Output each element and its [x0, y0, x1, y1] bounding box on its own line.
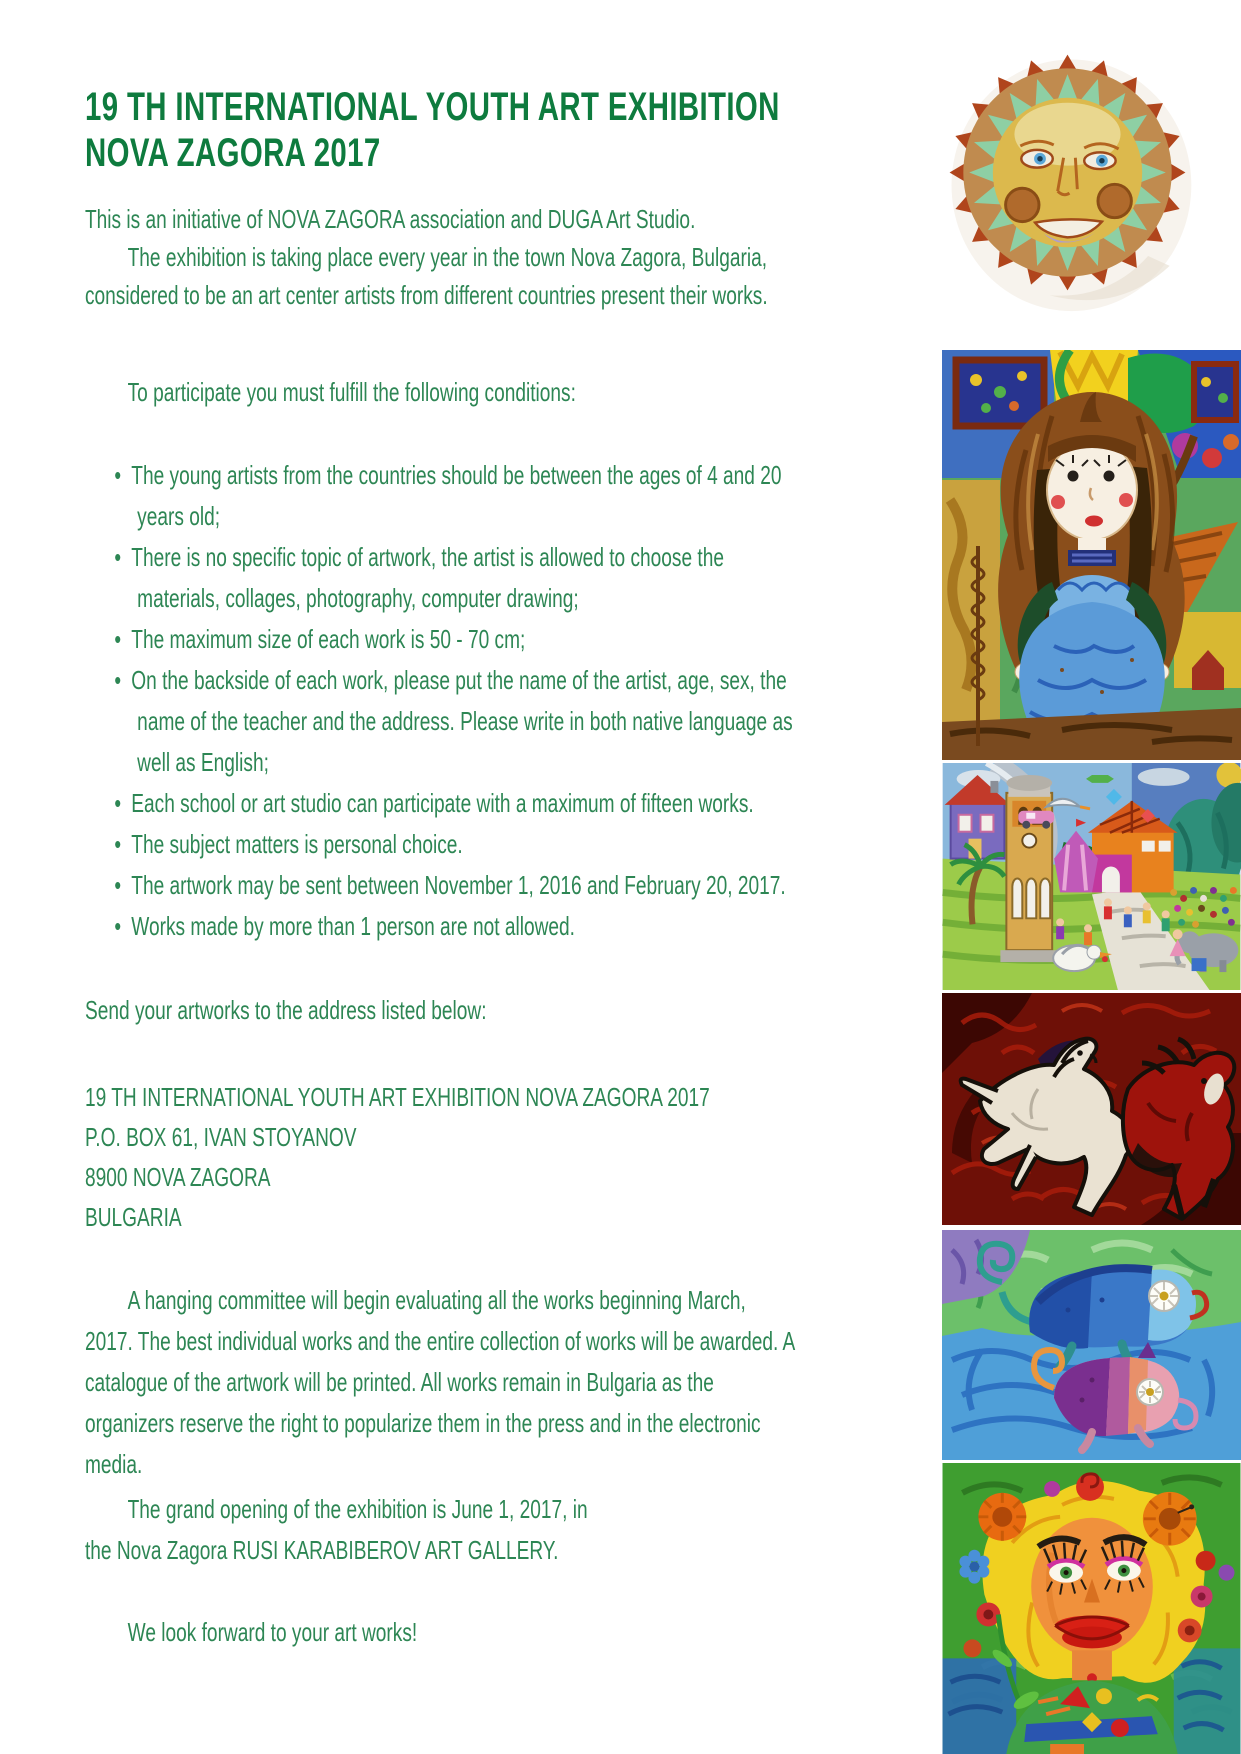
- conditions-heading-text: To participate you must fulfill the following conditions:: [127, 377, 576, 407]
- bullet-item: • The artwork may be sent between November 1, 2016 and February 20, 2017.: [85, 865, 827, 906]
- title-line-2: NOVA ZAGORA 2017: [85, 131, 381, 175]
- bullet-item-continuation: name of the teacher and the address. Please write in both native language as: [137, 706, 793, 736]
- artwork-town-image: [942, 763, 1241, 990]
- conditions-heading: [85, 372, 827, 413]
- page-title: [85, 84, 780, 176]
- closing-line: [85, 1612, 827, 1653]
- committee-line: media.: [85, 1449, 143, 1479]
- bullet-item: • Each school or art studio can participate with a maximum of fifteen works.: [85, 783, 827, 824]
- bullet-item: • There is no specific topic of artwork, the artist is allowed to choose the: [85, 537, 827, 578]
- bullet-item: • On the backside of each work, please put the name of the artist, age, sex, the: [85, 660, 827, 701]
- send-instruction: [85, 990, 827, 1031]
- address-line: 8900 NOVA ZAGORA: [85, 1162, 271, 1192]
- intro-paragraph: [85, 200, 827, 314]
- artwork-chameleons: [942, 1230, 1241, 1460]
- committee-line: 2017. The best individual works and the entire collection of works will be awarded. A: [85, 1326, 796, 1356]
- bullet-item: • The maximum size of each work is 50 - 70 cm;: [85, 619, 827, 660]
- bullet-item-continuation: years old;: [137, 501, 221, 531]
- committee-line: catalogue of the artwork will be printed. All works remain in Bulgaria as the: [85, 1367, 714, 1397]
- artwork-face-flowers-image: [942, 1463, 1241, 1754]
- bullet-item: • Works made by more than 1 person are not allowed.: [85, 906, 827, 947]
- opening-line: the Nova Zagora RUSI KARABIBEROV ART GALLERY.: [85, 1535, 559, 1565]
- intro-line: The exhibition is taking place every year in the town Nova Zagora, Bulgaria,: [127, 242, 768, 272]
- intro-line: This is an initiative of NOVA ZAGORA association and DUGA Art Studio.: [85, 204, 696, 234]
- send-instruction-text: Send your artworks to the address listed below:: [85, 995, 487, 1025]
- opening-paragraph: [85, 1489, 827, 1571]
- bullet-item-continuation: well as English;: [137, 747, 269, 777]
- artwork-horses-image: [942, 993, 1241, 1225]
- artwork-chameleons-image: [942, 1230, 1241, 1460]
- artwork-town: [942, 763, 1241, 990]
- closing-text: We look forward to your art works!: [127, 1617, 418, 1647]
- intro-line: considered to be an art center artists from different countries present their works.: [85, 280, 768, 310]
- artwork-horses: [942, 993, 1241, 1225]
- artwork-face-flowers: [942, 1463, 1241, 1754]
- text-column: [85, 0, 827, 1754]
- opening-line: The grand opening of the exhibition is June 1, 2017, in: [127, 1494, 588, 1524]
- address-line: BULGARIA: [85, 1202, 182, 1232]
- artwork-girl-image: [942, 350, 1241, 760]
- artwork-girl: [942, 350, 1241, 760]
- sun-painting-image: [940, 30, 1195, 315]
- committee-line: organizers reserve the right to popularize them in the press and in the electronic: [85, 1408, 761, 1438]
- address-line: 19 TH INTERNATIONAL YOUTH ART EXHIBITION NOVA ZAGORA 2017: [85, 1082, 710, 1112]
- committee-paragraph: [85, 1280, 827, 1485]
- sun-painting: [940, 30, 1195, 315]
- bullet-item: • The young artists from the countries should be between the ages of 4 and 20: [85, 455, 827, 496]
- committee-line: A hanging committee will begin evaluating all the works beginning March,: [127, 1285, 746, 1315]
- address-line: P.O. BOX 61, IVAN STOYANOV: [85, 1122, 357, 1152]
- title-line-1: 19 TH INTERNATIONAL YOUTH ART EXHIBITION: [85, 85, 780, 129]
- bullet-item: • The subject matters is personal choice.: [85, 824, 827, 865]
- bullet-item-continuation: materials, collages, photography, computer drawing;: [137, 583, 579, 613]
- conditions-list: [85, 455, 827, 947]
- mailing-address: [85, 1077, 827, 1237]
